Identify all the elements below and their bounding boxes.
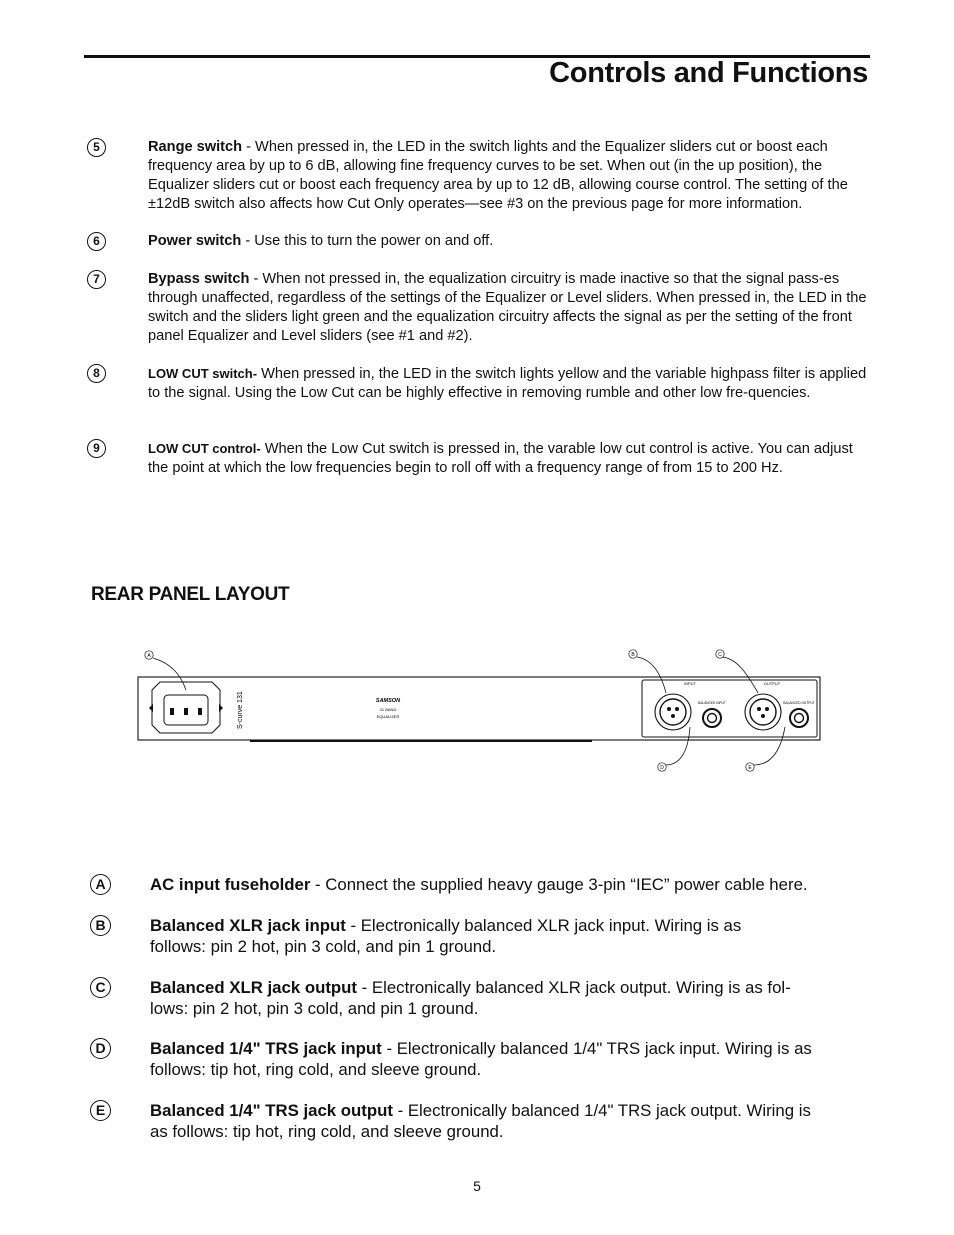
- callout-c: C: [718, 652, 722, 658]
- control-label: LOW CUT switch-: [148, 366, 258, 381]
- rear-item-label: AC input fuseholder: [150, 875, 311, 894]
- control-item-range-switch: [148, 138, 876, 214]
- rear-item-letter-e: E: [90, 1100, 111, 1121]
- input-label: INPUT: [684, 681, 696, 686]
- trs-input-icon: [703, 709, 721, 727]
- rear-item-label: Balanced XLR jack output: [150, 978, 358, 997]
- control-number-9: 9: [87, 439, 106, 458]
- rear-item-label: Balanced 1/4" TRS jack input: [150, 1039, 382, 1058]
- page-number: 5: [473, 1178, 481, 1194]
- rear-panel-heading: REAR PANEL LAYOUT: [91, 584, 290, 605]
- rear-item-letter-d: D: [90, 1038, 111, 1059]
- brand-logo: SAMSON: [375, 698, 401, 704]
- control-description: When the Low Cut switch is pressed in, the varable low cut control is active. You can adjust the point at which the low frequencies begin to roll off with a frequency range of from 15 to 200 Hz.: [148, 441, 853, 476]
- balanced-output-label: BALANCED OUTPUT: [783, 701, 815, 705]
- rear-panel-diagram: [130, 645, 830, 775]
- rear-item-letter-a: A: [90, 874, 111, 895]
- rear-item-ac-input: [150, 874, 840, 895]
- control-item-low-cut-control: [148, 439, 876, 478]
- control-description: When pressed in, the LED in the switch lights yellow and the variable highpass filter is applied to the signal. Using the Low Cut can be highly effective in removing rumble and other low fre-quencies.: [148, 366, 867, 401]
- rear-item-label: Balanced 1/4" TRS jack output: [150, 1101, 393, 1120]
- rear-item-description: - Connect the supplied heavy gauge 3-pin “IEC” power cable here.: [310, 875, 808, 894]
- control-item-bypass-switch: [148, 270, 876, 346]
- s-curve-logo: S-curve 131: [237, 691, 244, 729]
- output-label: OUTPUT: [763, 681, 781, 686]
- control-number-6: 6: [87, 232, 106, 251]
- control-label: Bypass switch: [148, 271, 250, 287]
- control-description: - When not pressed in, the equalization circuitry is made inactive so that the signal pass-es through unaffected, regardless of the settings of the Equalizer or Level sliders. When pressed in, the LED in the switch and the sliders light green and the equalization circuitry affects the signal as per the setting of the front panel Equalizer and Level sliders (see #1 and #2).: [148, 271, 867, 344]
- callout-a: A: [147, 653, 151, 659]
- trs-output-icon: [790, 709, 808, 727]
- callout-d: D: [660, 765, 664, 771]
- rear-item-trs-output: [150, 1100, 822, 1142]
- control-description: - When pressed in, the LED in the switch lights and the Equalizer sliders cut or boost each frequency area by up to 6 dB, allowing fine frequency curves to be set. When out (in the up position), the Equalizer sliders cut or boost each frequency area by up to 12 dB, allowing course control. The setting of the ±12dB switch also affects how Cut Only operates—see #3 on the previous page for more information.: [148, 139, 848, 212]
- rear-item-trs-input: [150, 1038, 840, 1080]
- control-number-7: 7: [87, 270, 106, 289]
- control-number-8: 8: [87, 364, 106, 383]
- rear-item-description: - Electronically balanced XLR jack input. Wiring is as follows: pin 2 hot, pin 3 cold, and pin 1 ground.: [150, 916, 742, 956]
- callout-e: E: [748, 765, 752, 771]
- callout-b: B: [631, 652, 635, 658]
- control-number-5: 5: [87, 138, 106, 157]
- control-item-low-cut-switch: [148, 364, 876, 403]
- rear-item-label: Balanced XLR jack input: [150, 916, 346, 935]
- xlr-output-icon: [745, 694, 781, 730]
- control-label: Range switch: [148, 139, 243, 155]
- xlr-input-icon: [655, 694, 691, 730]
- control-label: LOW CUT control-: [148, 441, 261, 456]
- model-line-2: EQUALIZER: [376, 714, 400, 719]
- rear-item-letter-b: B: [90, 915, 111, 936]
- control-item-power-switch: [148, 232, 876, 251]
- balanced-input-label: BALANCED INPUT: [698, 701, 726, 705]
- rear-item-description: - Electronically balanced 1/4" TRS jack output. Wiring is as follows: tip hot, ring cold, and sleeve ground.: [150, 1101, 811, 1141]
- rear-item-letter-c: C: [90, 977, 111, 998]
- rear-item-description: - Electronically balanced XLR jack output. Wiring is as fol-lows: pin 2 hot, pin 3 cold, and pin 1 ground.: [150, 978, 791, 1018]
- page-title: Controls and Functions: [549, 57, 868, 89]
- rear-item-xlr-output: [150, 977, 815, 1019]
- rear-item-description: - Electronically balanced 1/4" TRS jack input. Wiring is as follows: tip hot, ring cold, and sleeve ground.: [150, 1039, 812, 1079]
- control-label: Power switch: [148, 233, 242, 249]
- control-description: - Use this to turn the power on and off.: [241, 233, 494, 249]
- rear-item-xlr-input: [150, 915, 790, 957]
- model-line-1: 31 BAND: [379, 707, 397, 712]
